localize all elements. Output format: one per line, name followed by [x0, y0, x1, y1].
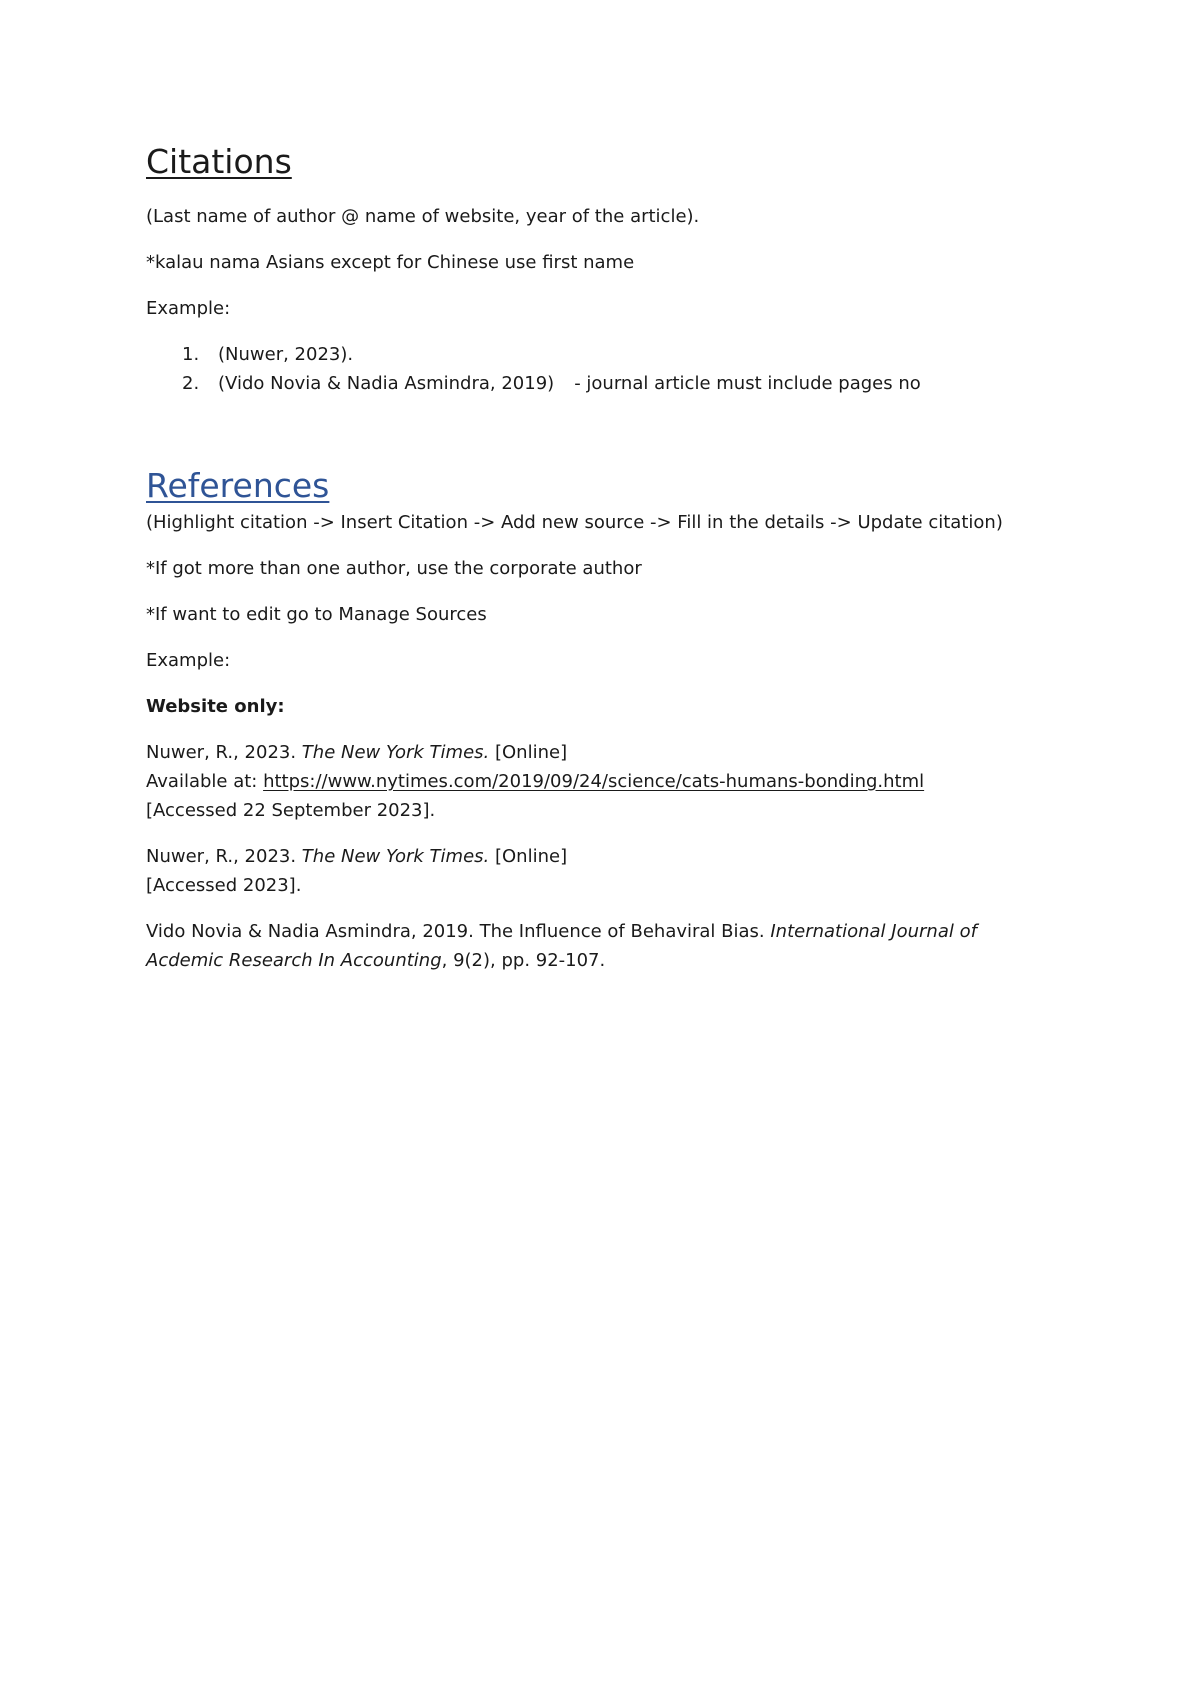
- list-number: 2.: [182, 373, 200, 394]
- list-item-text: (Vido Novia & Nadia Asmindra, 2019): [218, 373, 555, 394]
- reference-accessed-line: [Accessed 22 September 2023].: [146, 800, 436, 821]
- website-only-label: Website only:: [146, 696, 285, 717]
- references-note-corporate-author: *If got more than one author, use the corporate author: [146, 558, 642, 579]
- references-steps-line: (Highlight citation -> Insert Citation -> Add new source -> Fill in the details -> Update citation): [146, 512, 1003, 533]
- reference-journal-lead: Vido Novia & Nadia Asmindra, 2019. The Influence of Behaviral Bias.: [146, 921, 771, 942]
- references-example-label: Example:: [146, 650, 231, 671]
- reference-entry-line: [146, 920, 977, 944]
- citation-note: *kalau nama Asians except for Chinese use first name: [146, 252, 635, 273]
- list-number: 1.: [182, 344, 200, 365]
- reference-url-link[interactable]: https://www.nytimes.com/2019/09/24/science/cats-humans-bonding.html: [263, 771, 925, 792]
- reference-entry-line: [146, 741, 567, 765]
- reference-title: The New York Times.: [301, 846, 490, 867]
- available-at-label: Available at:: [146, 771, 264, 792]
- references-note-manage-sources: *If want to edit go to Manage Sources: [146, 604, 487, 625]
- reference-journal-name: International Journal of: [770, 921, 977, 942]
- citation-example-item: [182, 372, 921, 396]
- reference-journal-tail: , 9(2), pp. 92-107.: [441, 950, 606, 971]
- citation-example-item: [182, 343, 353, 367]
- reference-online-tag: [Online]: [489, 846, 568, 867]
- reference-author-year: Nuwer, R., 2023.: [146, 742, 302, 763]
- citations-heading: Citations: [146, 142, 292, 181]
- citation-format-line: (Last name of author @ name of website, year of the article).: [146, 206, 700, 227]
- list-item-note: - journal article must include pages no: [574, 373, 921, 394]
- reference-available-line: [146, 770, 924, 794]
- references-heading: References: [146, 466, 330, 505]
- reference-online-tag: [Online]: [489, 742, 568, 763]
- citation-example-label: Example:: [146, 298, 231, 319]
- reference-journal-name-cont: Acdemic Research In Accounting: [146, 950, 442, 971]
- reference-entry-continuation: [146, 949, 605, 973]
- reference-title: The New York Times.: [301, 742, 490, 763]
- list-item-text: (Nuwer, 2023).: [218, 344, 354, 365]
- reference-entry-line: [146, 845, 567, 869]
- reference-author-year: Nuwer, R., 2023.: [146, 846, 302, 867]
- reference-accessed-line: [Accessed 2023].: [146, 875, 302, 896]
